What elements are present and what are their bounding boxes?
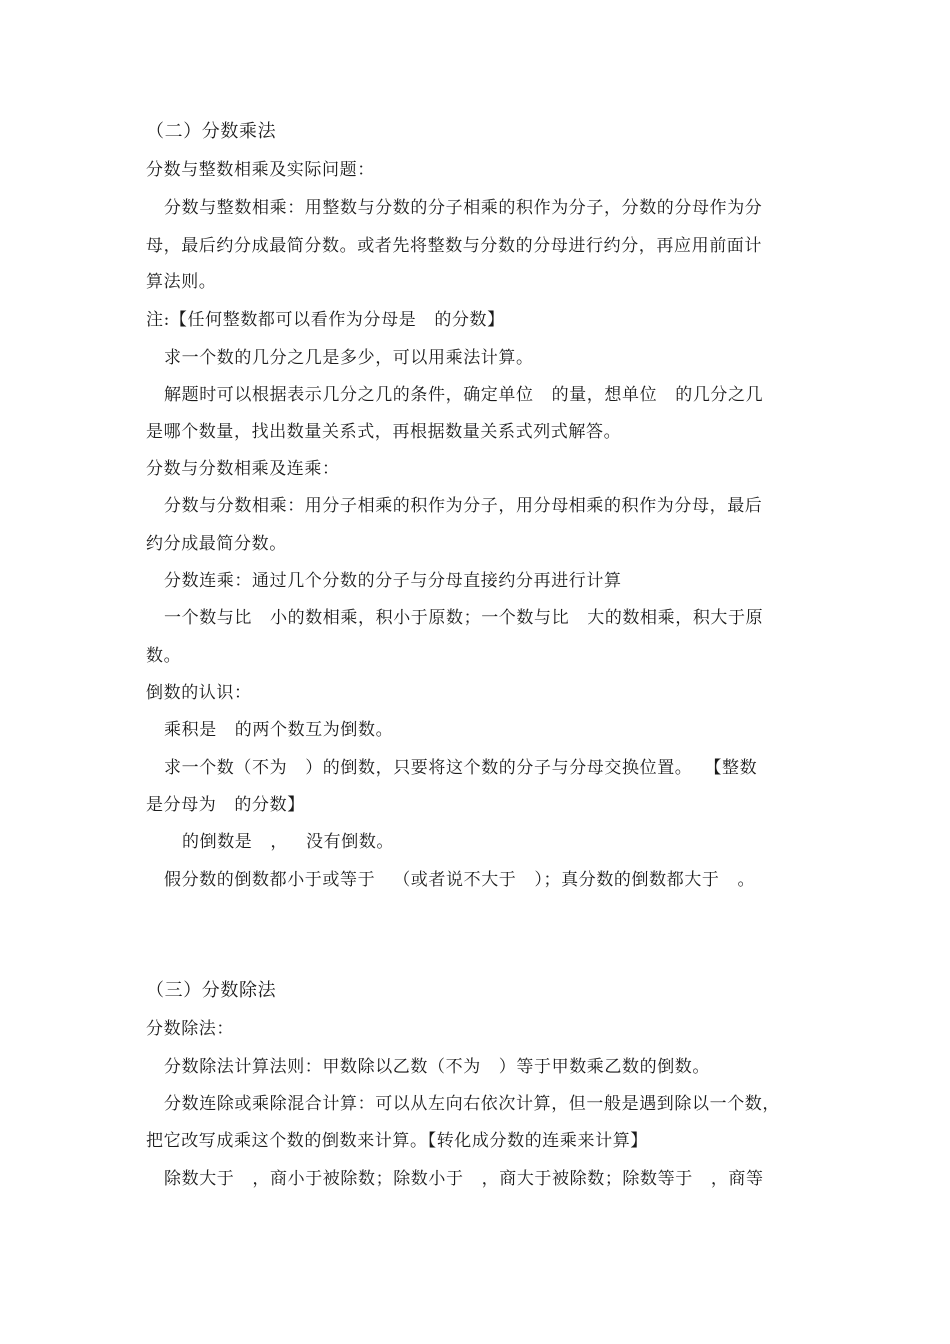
paragraph-line: 分数连除或乘除混合计算：可以从左向右依次计算，但一般是遇到除以一个数， bbox=[164, 1094, 780, 1114]
paragraph-line: 一个数与比 小的数相乘，积小于原数；一个数与比 大的数相乘，积大于原 bbox=[164, 608, 764, 628]
paragraph-line: 分数与整数相乘：用整数与分数的分子相乘的积作为分子，分数的分母作为分 bbox=[164, 198, 763, 218]
paragraph-line: 除数大于 ，商小于被除数；除数小于 ，商大于被除数；除数等于 ，商等 bbox=[164, 1169, 764, 1189]
subheading-fraction-times-integer: 分数与整数相乘及实际问题： bbox=[146, 160, 375, 180]
note-line: 注:【任何整数都可以看作为分母是 的分数】 bbox=[146, 310, 505, 330]
paragraph-line: 是哪个数量，找出数量关系式，再根据数量关系式列式解答。 bbox=[146, 422, 622, 442]
paragraph-line: 数。 bbox=[146, 646, 182, 666]
paragraph-line: 的倒数是 ， 没有倒数。 bbox=[164, 832, 395, 852]
subheading-fraction-times-fraction: 分数与分数相乘及连乘： bbox=[146, 459, 340, 479]
paragraph-line: 母，最后约分成最简分数。或者先将整数与分数的分母进行约分，再应用前面计 bbox=[146, 236, 762, 256]
paragraph-line: 约分成最简分数。 bbox=[146, 534, 287, 554]
paragraph-line: 算法则。 bbox=[146, 272, 217, 292]
paragraph-line: 乘积是 的两个数互为倒数。 bbox=[164, 720, 394, 740]
paragraph-line: 求一个数（不为 ）的倒数，只要将这个数的分子与分母交换位置。 【整数 bbox=[164, 758, 758, 778]
section-title-fraction-division: （三）分数除法 bbox=[146, 980, 277, 1001]
paragraph-line: 分数除法计算法则：甲数除以乙数（不为 ）等于甲数乘乙数的倒数。 bbox=[164, 1057, 711, 1077]
paragraph-line: 是分母为 的分数】 bbox=[146, 795, 305, 815]
paragraph-line: 分数连乘：通过几个分数的分子与分母直接约分再进行计算 bbox=[164, 571, 622, 591]
paragraph-line: 求一个数的几分之几是多少，可以用乘法计算。 bbox=[164, 348, 534, 368]
paragraph-line: 把它改写成乘这个数的倒数来计算。【转化成分数的连乘来计算】 bbox=[146, 1131, 648, 1151]
subheading-fraction-division: 分数除法： bbox=[146, 1019, 234, 1039]
paragraph-line: 分数与分数相乘：用分子相乘的积作为分子，用分母相乘的积作为分母，最后 bbox=[164, 496, 763, 516]
subheading-reciprocal: 倒数的认识： bbox=[146, 683, 252, 703]
paragraph-line: 解题时可以根据表示几分之几的条件，确定单位 的量，想单位 的几分之几 bbox=[164, 385, 764, 405]
paragraph-line: 假分数的倒数都小于或等于 （或者说不大于 ）；真分数的倒数都大于 。 bbox=[164, 870, 756, 890]
section-title-fraction-multiplication: （二）分数乘法 bbox=[146, 121, 277, 142]
